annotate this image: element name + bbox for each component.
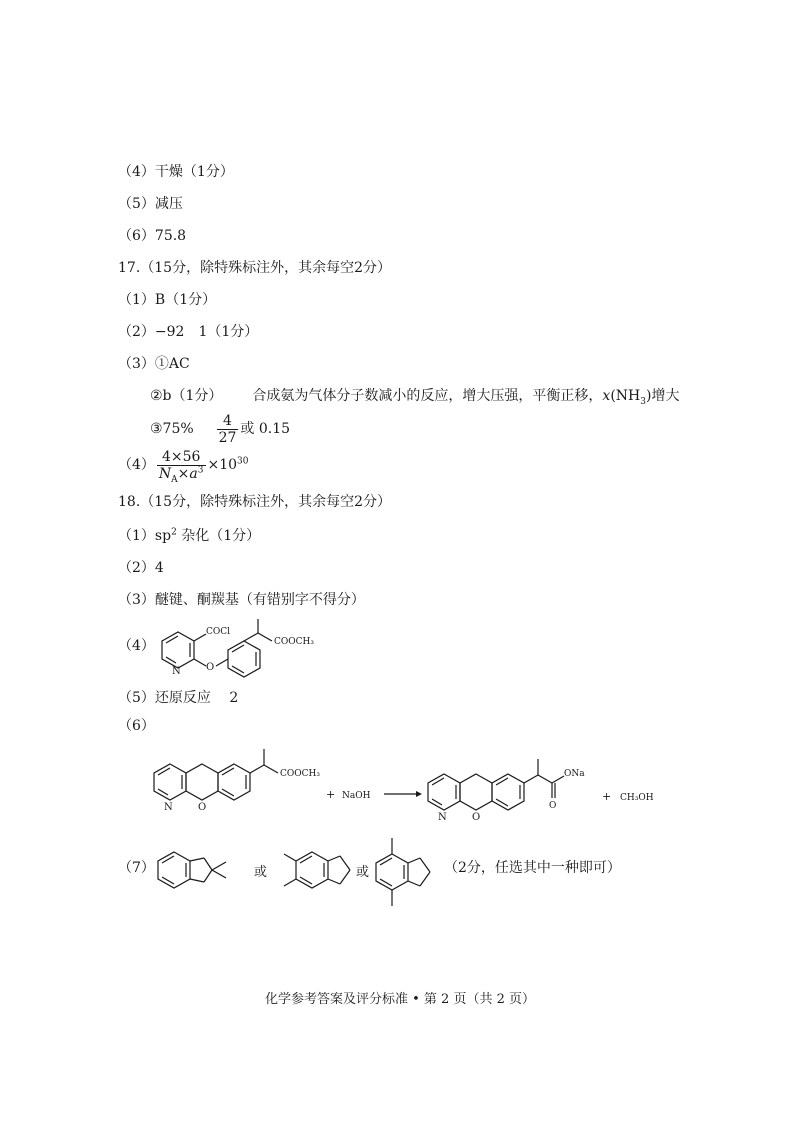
or-connector: 或 (254, 865, 268, 880)
q17-part4 (118, 448, 249, 485)
q18-header: 18.（15分，除特殊标注外，其余每空2分） (118, 494, 391, 510)
q18-part6-reaction (148, 740, 688, 830)
nitrogen-label: N (172, 666, 181, 677)
q18-part5: （5）还原反应 2 (118, 690, 239, 706)
q16-part6: （6）75.8 (118, 228, 187, 244)
q17-part3-sub2 (150, 386, 679, 406)
plus-sign: + (602, 790, 612, 803)
cooch3-label: COOCH₃ (280, 769, 320, 779)
q18-part1-sp: （1）sp (118, 528, 172, 544)
q18-part4-structure (150, 614, 350, 684)
plus-sign: + (326, 788, 336, 801)
q17-part3-sub2-sub: 3 (640, 396, 646, 407)
q17-part4-fraction (157, 448, 206, 485)
q17-part1: （1）B（1分） (118, 292, 217, 308)
q17-part4-power: ×10 (207, 457, 238, 473)
or-connector: 或 (356, 865, 370, 880)
q18-part7-note: （2分，任选其中一种即可） (444, 860, 621, 876)
q16-part4: （4）干燥（1分） (118, 164, 234, 180)
q17-part4-label: （4） (118, 457, 155, 473)
ona-label: ONa (564, 769, 585, 779)
q18-part6-label: （6） (118, 718, 155, 734)
q17-part3: （3）①AC (118, 356, 190, 372)
q17-part3-sub2-x: x (602, 388, 611, 404)
q17-part3-sub2-nh: (NH (610, 388, 641, 404)
q17-part3-sub3-alt: 或 0.15 (240, 421, 291, 437)
q17-part3-sub3-fraction (217, 413, 239, 446)
fraction-denominator: $N_A\times a^3$ (158, 464, 204, 485)
oxygen-label: O (198, 802, 207, 813)
q17-part3-sub2-end: )增大 (645, 388, 680, 404)
q18-part2: （2）4 (118, 560, 164, 576)
carbonyl-oxygen-label: O (549, 801, 557, 811)
q17-part3-sub3-percent: ③75% (150, 421, 194, 437)
naoh-label: NaOH (342, 791, 371, 801)
fraction-denominator: 27 (218, 429, 237, 446)
q17-part3-sub2-answer: ②b（1分） (150, 388, 223, 404)
cooch3-label: COOCH₃ (274, 637, 314, 647)
ch3oh-label: CH₃OH (620, 793, 654, 803)
q17-part2: （2）−92 1（1分） (118, 324, 259, 340)
q17-part3-sub3 (150, 412, 290, 446)
fraction-numerator: 4×56 (157, 449, 206, 466)
q18-part3: （3）醚键、酮羰基（有错别字不得分） (118, 592, 365, 608)
nitrogen-label: N (164, 802, 173, 813)
page-footer: 化学参考答案及评分标准 • 第 2 页（共 2 页） (264, 992, 535, 1007)
q17-part4-exponent: 30 (237, 456, 249, 467)
q17-header: 17.（15分，除特殊标注外，其余每空2分） (118, 260, 391, 276)
q17-part3-sub2-reason: 合成氨为气体分子数减小的反应，增大压强，平衡正移， (252, 388, 603, 404)
fraction-numerator: 4 (217, 413, 239, 430)
q18-part1-sup: 2 (171, 527, 177, 538)
q18-part4-label: （4） (118, 638, 155, 654)
q18-part1 (118, 526, 260, 546)
nitrogen-label: N (438, 812, 447, 823)
oxygen-label: O (472, 812, 481, 823)
oxygen-label: O (206, 662, 215, 673)
q16-part5: （5）减压 (118, 196, 183, 212)
cocl-label: COCl (206, 627, 231, 637)
q18-part7-structures (152, 832, 452, 912)
q18-part1-rest: 杂化（1分） (176, 528, 261, 544)
q18-part7-label: （7） (118, 860, 155, 876)
